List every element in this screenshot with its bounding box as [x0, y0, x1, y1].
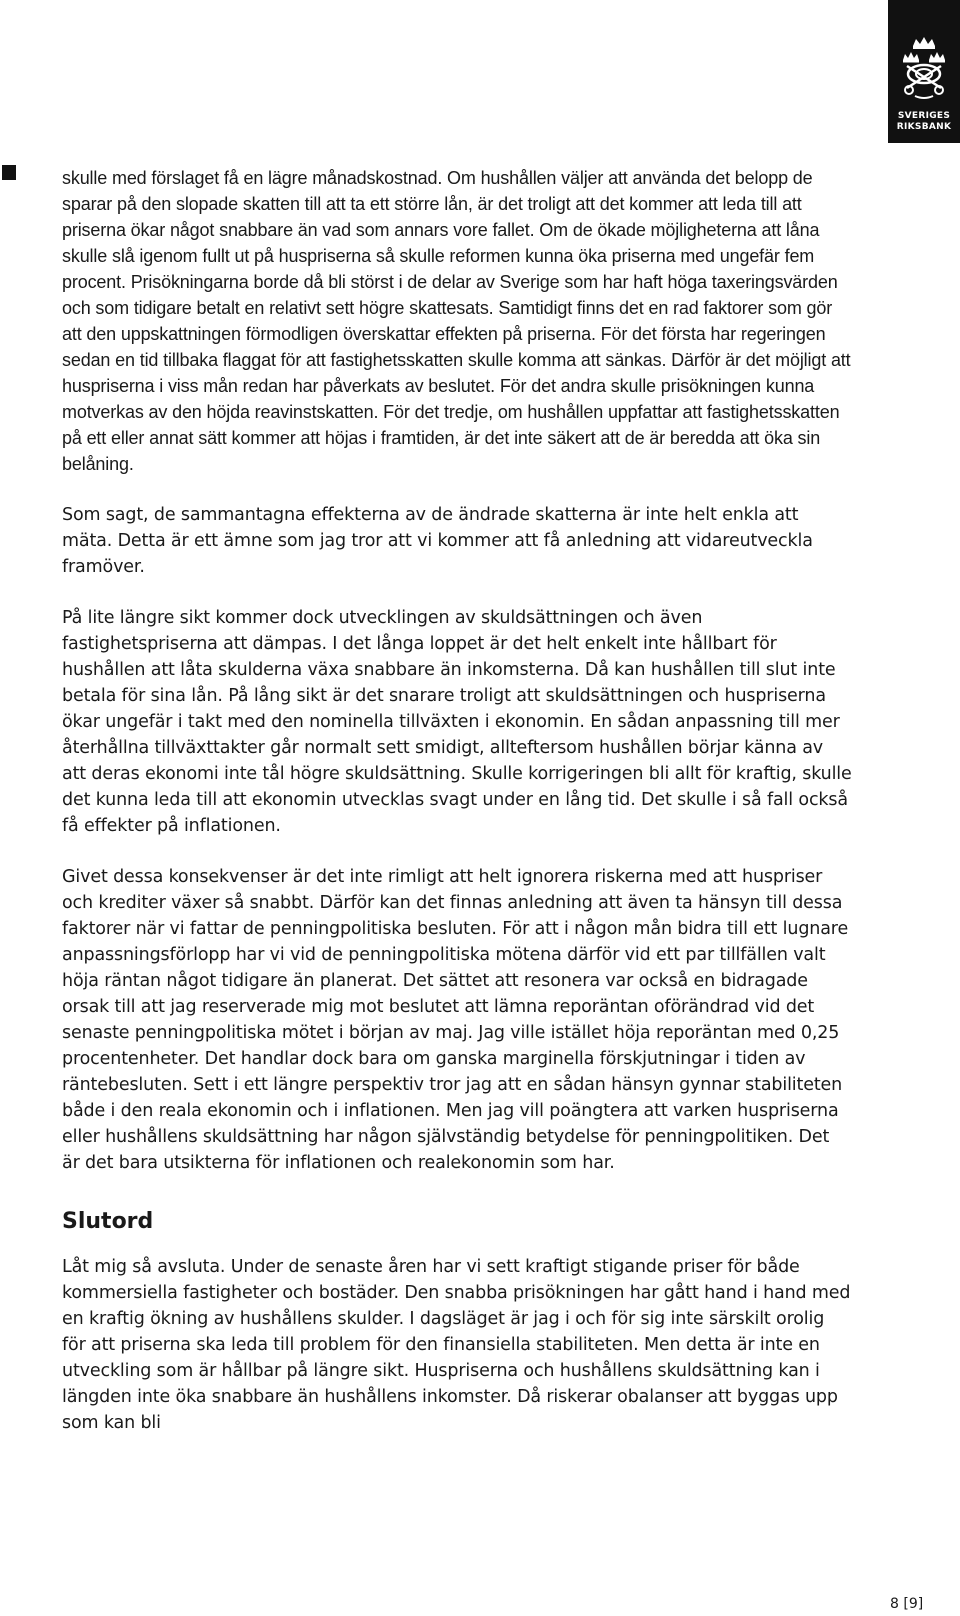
body-paragraph: Som sagt, de sammantagna effekterna av de ändrade skatterna är inte helt enkla att mäta. Detta är ett ämne som jag tror att vi kommer att få anledning att vidareutveckla framöver.: [62, 505, 813, 577]
logo-text-line1: SVERIGES: [897, 111, 951, 121]
section-heading: Slutord: [62, 1209, 154, 1234]
body-paragraph: Givet dessa konsekvenser är det inte rimligt att helt ignorera riskerna med att huspriser och krediter växer så snabbt. Därför kan det finnas anledning att även ta hänsyn till dessa faktorer när vi fattar de penningpolitiska besluten. För att i någon mån bidra till ett lugnare anpassningsförlopp har vi vid de penningpolitiska mötena därför vid ett par tillfällen valt höja räntan något tidigare än planerat. Det sättet att resonera var också en bidragade orsak till att jag reserverade mig mot beslutet att lämna reporäntan oförändrad vid det senaste penningpolitiska mötet i början av maj. Jag ville istället höja reporäntan med 0,25 procentenheter. Det handlar dock bara om ganska marginella förskjutningar i tiden av räntebesluten. Sett i ett längre perspektiv tror jag att en sådan hänsyn gynnar stabiliteten både i den reala ekonomin och i inflationen. Men jag vill poängtera att varken huspriserna eller hushållens skuldsättning har någon självständig betydelse för penningpolitiken. Det är det bara utsikterna för inflationen och realekonomin som har.: [62, 867, 849, 1173]
riksbank-logo: [888, 0, 960, 143]
body-paragraph: På lite längre sikt kommer dock utvecklingen av skuldsättningen och även fastighetspriserna att dämpas. I det långa loppet är det helt enkelt inte hållbart för hushållen att låta skulderna växa snabbare än inkomsterna. Då kan hushållen till slut inte betala för sina lån. På lång sikt är det snarare troligt att skuldsättningen och huspriserna ökar ungefär i takt med den nominella tillväxten i ekonomin. En sådan anpassning till mer återhållna tillväxttakter går normalt sett smidigt, allteftersom hushållen börjar känna av att deras ekonomi inte tål högre skuldsättning. Skulle korrigeringen bli allt för kraftig, skulle det kunna leda till att ekonomin utvecklas svagt under en lång tid. Det skulle i så fall också få effekter på inflationen.: [62, 608, 852, 836]
margin-marker-square: [2, 165, 16, 180]
document-body: [62, 165, 852, 1461]
page-number: 8 [9]: [890, 1596, 924, 1612]
section-paragraph: Låt mig så avsluta. Under de senaste åren har vi sett kraftigt stigande priser för både kommersiella fastigheter och bostäder. Den snabba prisökningen har gått hand i hand med en kraftig ökning av hushållens skulder. I dagsläget är jag i och för sig inte särskilt orolig för att priserna ska leda till problem för den finansiella stabiliteten. Men detta är inte en utveckling som är hållbar på längre sikt. Huspriserna och hushållens skuldsättning kan i längden inte öka snabbare än hushållens inkomster. Då riskerar obalanser att byggas upp som kan bli: [62, 1257, 851, 1433]
body-paragraph: skulle med förslaget få en lägre månadskostnad. Om hushållen väljer att använda det belopp de sparar på den slopade skatten till att ta ett större lån, är det troligt att det kommer att leda till att priserna ökar något snabbare än vad som annars vore fallet. Om de ökade möjligheterna att låna skulle slå igenom fullt ut på huspriserna så skulle reformen kunna öka priserna med ungefär fem procent. Prisökningarna borde då bli störst i de delar av Sverige som har haft höga taxeringsvärden och som tidigare betalt en relativt sett högre skattesats. Samtidigt finns det en rad faktorer som gör att den uppskattningen förmodligen överskattar effekten på priserna. För det första har regeringen sedan en tid tillbaka flaggat för att fastighetsskatten skulle komma att sänkas. Därför är det möjligt att huspriserna i viss mån redan har påverkats av beslutet. För det andra skulle prisökningen kunna motverkas av den höjda reavinstskatten. För det tredje, om hushållen uppfattar att fastighetsskatten på ett eller annat sätt kommer att höjas i framtiden, är det inte säkert att de är beredda att öka sin belåning.: [62, 168, 851, 474]
crown-emblem-icon: [901, 36, 947, 102]
logo-text-line2: RIKSBANK: [896, 122, 952, 132]
